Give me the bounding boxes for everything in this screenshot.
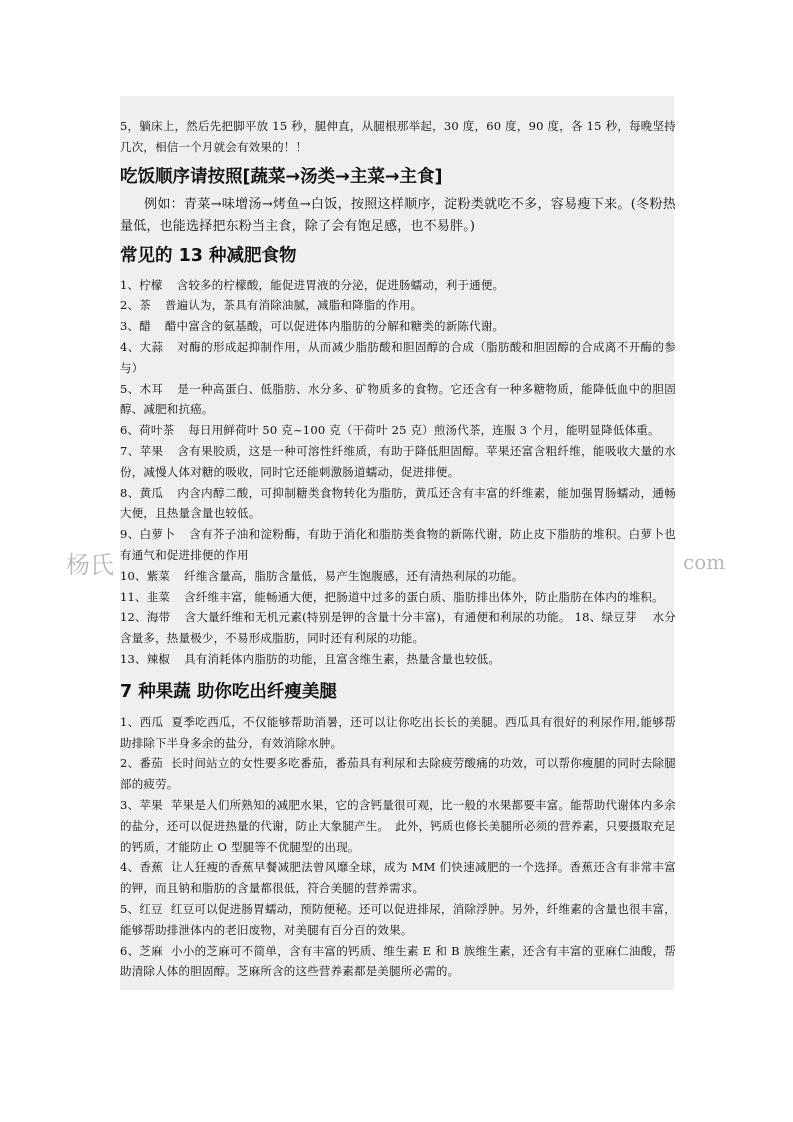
item-name: 8、黄瓜 <box>120 485 164 500</box>
item-desc: 具有消耗体内脂肪的功能，且富含维生素，热量含量也较低。 <box>184 651 501 666</box>
item-desc: 醋中富含的氨基酸，可以促进体内脂肪的分解和糖类的新陈代谢。 <box>164 319 505 334</box>
list-item <box>120 337 676 379</box>
list-item <box>120 379 676 421</box>
item-name: 12、海带 <box>120 610 171 625</box>
item-desc: 让人狂瘦的香蕉早餐减肥法曾风靡全球，成为 MM 们快速减肥的一个选择。香蕉还含有非常丰富的钾，而且钠和脂肪的含量都很低，符合美腿的营养需求。 <box>120 860 676 896</box>
item-name: 7、苹果 <box>120 443 164 458</box>
list-item <box>120 566 676 587</box>
list-item <box>120 795 676 857</box>
item-name: 2、茶 <box>120 298 151 313</box>
item-name: 6、芝麻 <box>120 943 164 958</box>
leg-foods-list <box>120 712 676 982</box>
item-desc: 是一种高蛋白、低脂肪、水分多、矿物质多的食物。它还含有一种多糖物质，能降低血中的胆固醇、减肥和抗癌。 <box>120 381 676 417</box>
item-name: 4、香蕉 <box>120 860 164 875</box>
intro-step-5: 5，躺床上，然后先把脚平放 15 秒，腿伸直，从腿根那举起，30 度，60 度，90 度，各 15 秒，每晚坚持几次，相信一个月就会有效果的！！ <box>120 119 676 154</box>
item-name: 11、韭菜 <box>120 589 171 604</box>
section-eating-order-title: 吃饭顺序请按照[蔬菜→汤类→主菜→主食] <box>120 166 443 187</box>
item-desc: 红豆可以促进肠胃蠕动，预防便秘。还可以促进排尿，消除浮肿。另外，纤维素的含量也很丰富，能够帮助排泄体内的老旧废物，对美腿有百分百的效果。 <box>120 901 676 937</box>
item-name: 1、柠檬 <box>120 277 163 292</box>
watermark-left: 杨氏 <box>66 551 114 579</box>
item-name: 1、西瓜 <box>120 714 164 729</box>
item-name: 13、辣椒 <box>120 651 171 666</box>
item-name: 4、大蒜 <box>120 339 164 354</box>
list-item <box>120 899 676 941</box>
list-item <box>120 941 676 983</box>
list-item <box>120 712 676 754</box>
section-leg-foods-title: 7 种果蔬 助你吃出纤瘦美腿 <box>120 681 337 702</box>
item-name: 6、荷叶茶 <box>120 423 175 438</box>
list-item <box>120 441 676 483</box>
list-item <box>120 524 676 566</box>
list-item <box>120 587 676 608</box>
item-desc: 长时间站立的女性要多吃番茄，番茄具有利尿和去除疲劳酸痛的功效，可以帮你瘦腿的同时去除腿部的疲劳。 <box>120 756 676 792</box>
item-desc: 含大量纤维和无机元素(特别是钾的含量十分丰富)，有通便和利尿的功能。 18、绿豆芽 水分含量多，热量极少，不易形成脂肪，同时还有利尿的功能。 <box>120 610 676 646</box>
item-name: 3、醋 <box>120 319 151 334</box>
list-item <box>120 607 676 649</box>
item-name: 10、紫菜 <box>120 568 171 583</box>
item-desc: 对酶的形成起抑制作用，从而减少脂肪酸和胆固醇的合成（脂肪酸和胆固醇的合成离不开酶的参与） <box>120 339 676 375</box>
item-name: 3、苹果 <box>120 797 163 812</box>
list-item <box>120 275 676 296</box>
item-desc: 每日用鲜荷叶 50 克~100 克（干荷叶 25 克）煎汤代茶，连服 3 个月，能明显降低体重。 <box>188 423 660 438</box>
item-name: 2、番茄 <box>120 756 163 771</box>
item-desc: 含有芥子油和淀粉酶，有助于消化和脂肪类食物的新陈代谢，防止皮下脂肪的堆积。白萝卜也有通气和促进排便的作用 <box>120 527 676 562</box>
section-eating-order-body: 例如：青菜→味增汤→烤鱼→白饭，按照这样顺序，淀粉类就吃不多，容易瘦下来。(冬粉热量低，也能选择把东粉当主食，除了会有饱足感，也不易胖。) <box>120 196 676 234</box>
list-item <box>120 295 676 316</box>
list-item <box>120 483 676 525</box>
item-name: 5、红豆 <box>120 901 163 916</box>
section-diet-foods-title: 常见的 13 种减肥食物 <box>120 245 297 266</box>
document-content <box>120 116 676 982</box>
diet-foods-list <box>120 275 676 670</box>
item-name: 5、木耳 <box>120 381 164 396</box>
item-desc: 纤维含量高，脂肪含量低，易产生饱腹感，还有清热利尿的功能。 <box>184 568 524 583</box>
item-desc: 苹果是人们所熟知的减肥水果，它的含钙量很可观，比一般的水果都要丰富。能帮助代谢体内多余的盐分，还可以促进热量的代谢，防止大象腿产生。 此外，钙质也修长美腿所必须的营养素，只要摄取充足的钙质，才能防止 O 型腿等不优腿型的出现。 <box>120 797 676 854</box>
item-desc: 普遍认为，茶具有消除油腻，减脂和降脂的作用。 <box>164 298 423 313</box>
item-desc: 夏季吃西瓜，不仅能够帮助消暑，还可以让你吃出长长的美腿。西瓜具有很好的利尿作用,能够帮助排除下半身多余的盐分，有效消除水肿。 <box>120 714 676 750</box>
list-item <box>120 753 676 795</box>
watermark-right: com <box>683 550 726 574</box>
item-name: 9、白萝卜 <box>120 527 176 542</box>
item-desc: 含较多的柠檬酸，能促进胃液的分泌，促进肠蠕动，利于通便。 <box>176 277 505 292</box>
list-item <box>120 649 676 670</box>
item-desc: 内含内醇二酸，可抑制糖类食物转化为脂肪，黄瓜还含有丰富的纤维素，能加强胃肠蠕动，通畅大便，且热量含量也较低。 <box>120 485 676 521</box>
list-item <box>120 316 676 337</box>
list-item <box>120 420 676 441</box>
item-desc: 小小的芝麻可不简单，含有丰富的钙质、维生素 E 和 B 族维生素，还含有丰富的亚麻仁油酸，帮助清除人体的胆固醇。芝麻所含的这些营养素都是美腿所必需的。 <box>120 943 676 979</box>
list-item <box>120 857 676 899</box>
item-desc: 含纤维丰富，能畅通大便，把肠道中过多的蛋白质、脂肪排出体外，防止脂肪在体内的堆积。 <box>184 589 664 604</box>
item-desc: 含有果胶质，这是一种可溶性纤维质，有助于降低胆固醇。苹果还富含粗纤维，能吸收大量的水份，减慢人体对糖的吸收，同时它还能刺激肠道蠕动，促进排便。 <box>120 443 676 479</box>
